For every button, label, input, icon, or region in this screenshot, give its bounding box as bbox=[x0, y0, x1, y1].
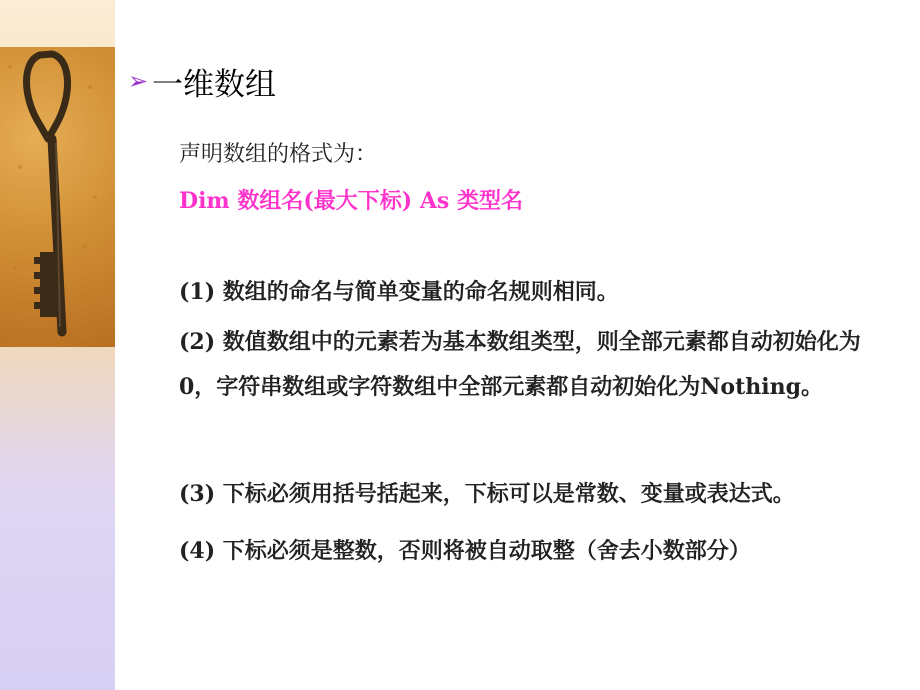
point-3: (3) 下标必须用括号括起来，下标可以是常数、变量或表达式。 bbox=[179, 481, 795, 507]
slide-heading bbox=[128, 58, 276, 104]
slide-heading-text: 一维数组 bbox=[152, 66, 276, 103]
syntax-line: Dim 数组名(最大下标) As 类型名 bbox=[179, 188, 523, 214]
point-4: (4) 下标必须是整数，否则将被自动取整（舍去小数部分） bbox=[179, 538, 751, 564]
point-2: (2) 数值数组中的元素若为基本数组类型，则全部元素都自动初始化为0，字符串数组或字符数组中全部元素都自动初始化为Nothing。 bbox=[179, 329, 861, 400]
arrow-bullet-icon: ➢ bbox=[128, 67, 149, 95]
intro-text: 声明数组的格式为： bbox=[179, 142, 378, 167]
point-1: (1) 数组的命名与简单变量的命名规则相同。 bbox=[179, 279, 619, 305]
